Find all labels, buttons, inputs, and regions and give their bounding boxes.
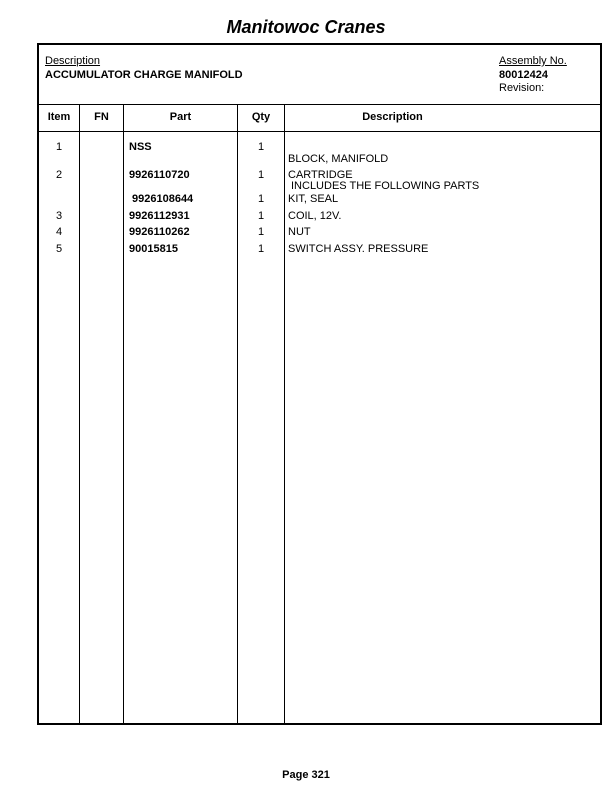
row-description: COIL, 12V. xyxy=(288,210,342,222)
row-part: 9926110262 xyxy=(129,226,190,238)
row-qty: 1 xyxy=(257,169,265,181)
parts-table xyxy=(37,43,602,725)
column-header-part: Part xyxy=(169,111,192,123)
assembly-number: 80012424 xyxy=(499,69,548,81)
row-item: 3 xyxy=(55,210,63,222)
column-divider xyxy=(237,104,238,723)
row-description: CARTRIDGE xyxy=(288,169,353,181)
column-divider xyxy=(123,104,124,723)
row-item: 4 xyxy=(55,226,63,238)
row-part: NSS xyxy=(129,141,152,153)
column-divider xyxy=(284,104,285,723)
row-qty: 1 xyxy=(257,226,265,238)
row-qty: 1 xyxy=(257,210,265,222)
row-part: 9926112931 xyxy=(129,210,190,222)
column-header-description: Description xyxy=(362,111,423,123)
row-description: KIT, SEAL xyxy=(288,193,339,205)
row-part: 9926108644 xyxy=(132,193,194,205)
description-label: Description xyxy=(45,55,101,67)
revision-label: Revision: xyxy=(499,82,545,94)
column-divider xyxy=(79,104,80,723)
row-part: 90015815 xyxy=(129,243,178,255)
row-item: 1 xyxy=(55,141,63,153)
row-qty: 1 xyxy=(257,141,265,153)
assembly-number-label: Assembly No. xyxy=(499,55,567,67)
row-item: 5 xyxy=(55,243,63,255)
row-description: BLOCK, MANIFOLD xyxy=(288,153,389,165)
assembly-description: ACCUMULATOR CHARGE MANIFOLD xyxy=(45,69,243,81)
row-part: 9926110720 xyxy=(129,169,190,181)
page-number: Page 321 xyxy=(282,769,330,781)
row-qty: 1 xyxy=(257,243,265,255)
column-header-fn: FN xyxy=(94,111,109,123)
row-description: NUT xyxy=(288,226,311,238)
column-header-qty: Qty xyxy=(251,111,271,123)
column-header-item: Item xyxy=(47,111,71,123)
row-description: SWITCH ASSY. PRESSURE xyxy=(288,243,429,255)
table-header-block xyxy=(39,45,600,105)
row-qty: 1 xyxy=(257,193,265,205)
row-item: 2 xyxy=(55,169,63,181)
page-title: Manitowoc Cranes xyxy=(226,17,386,37)
row-description-note: INCLUDES THE FOLLOWING PARTS xyxy=(291,180,480,192)
